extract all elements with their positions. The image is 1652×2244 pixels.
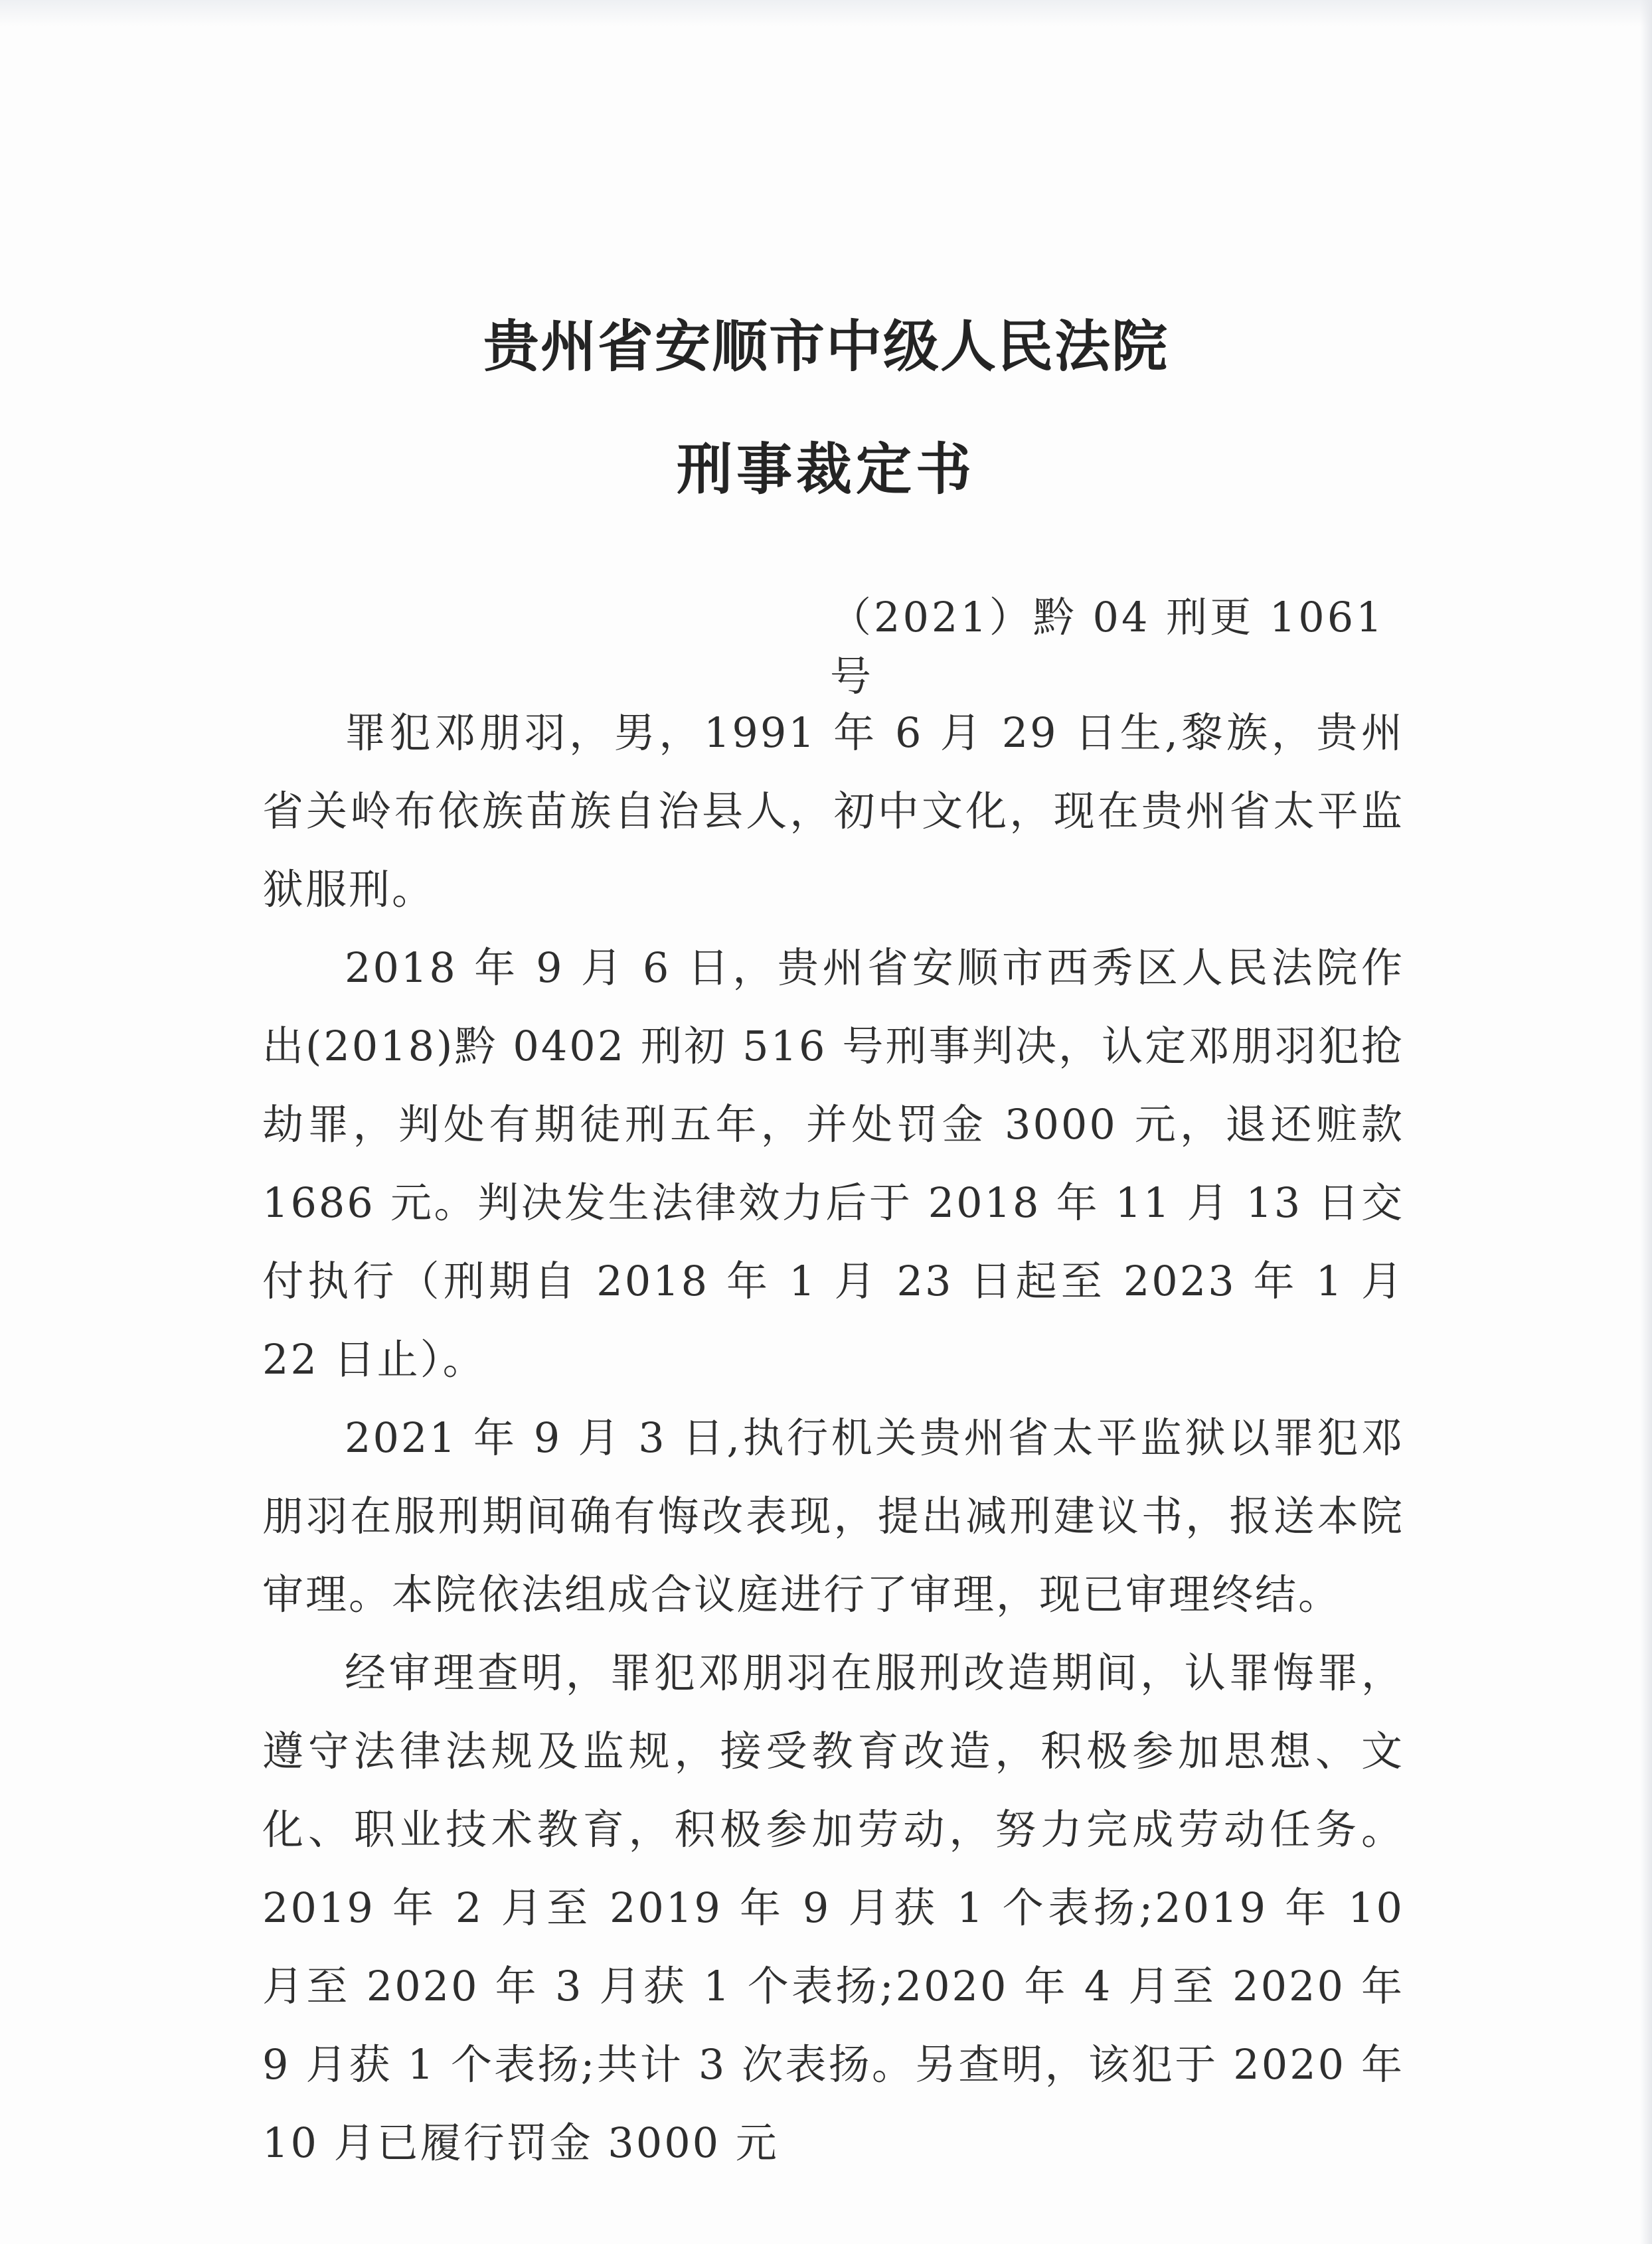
document-title: 刑事裁定书 xyxy=(676,437,975,502)
paragraph-commutation-proposal: 2021 年 9 月 3 日,执行机关贵州省太平监狱以罪犯邓朋羽在服刑期间确有悔改表现，提出减刑建议书，报送本院审理。本院依法组成合议庭进行了审理，现已审理终结。 xyxy=(262,1413,1404,1619)
document-body xyxy=(262,694,1404,2182)
scan-shadow-top xyxy=(0,0,1652,27)
court-name-heading: 贵州省安顺市中级人民法院 xyxy=(483,314,1169,379)
case-number: （2021）黔 04 刑更 1061 号 xyxy=(830,593,1385,700)
paragraph-original-judgment: 2018 年 9 月 6 日，贵州省安顺市西秀区人民法院作出(2018)黔 0402 刑初 516 号刑事判决，认定邓朋羽犯抢劫罪，判处有期徒刑五年，并处罚金 3000 元，退还赃款 1686 元。判决发生法律效力后于 2018 年 11 月 13 日交付执行（刑期自 2018 年 1 月 23 日起至 2023 年 1 月 22 日止）。 xyxy=(262,943,1404,1384)
paragraph-findings: 经审理查明，罪犯邓朋羽在服刑改造期间，认罪悔罪，遵守法律法规及监规，接受教育改造，积极参加思想、文化、职业技术教育，积极参加劳动，努力完成劳动任务。2019 年 2 月至 2019 年 9 月获 1 个表扬;2019 年 10 月至 2020 年 3 月获 1 个表扬;2020 年 4 月至 2020 年 9 月获 1 个表扬;共计 3 次表扬。另查明，该犯于 2020 年 10 月已履行罚金 3000 元 xyxy=(262,1648,1404,2167)
paragraph-defendant-info: 罪犯邓朋羽，男，1991 年 6 月 29 日生,黎族，贵州省关岭布依族苗族自治县人，初中文化，现在贵州省太平监狱服刑。 xyxy=(262,708,1404,914)
